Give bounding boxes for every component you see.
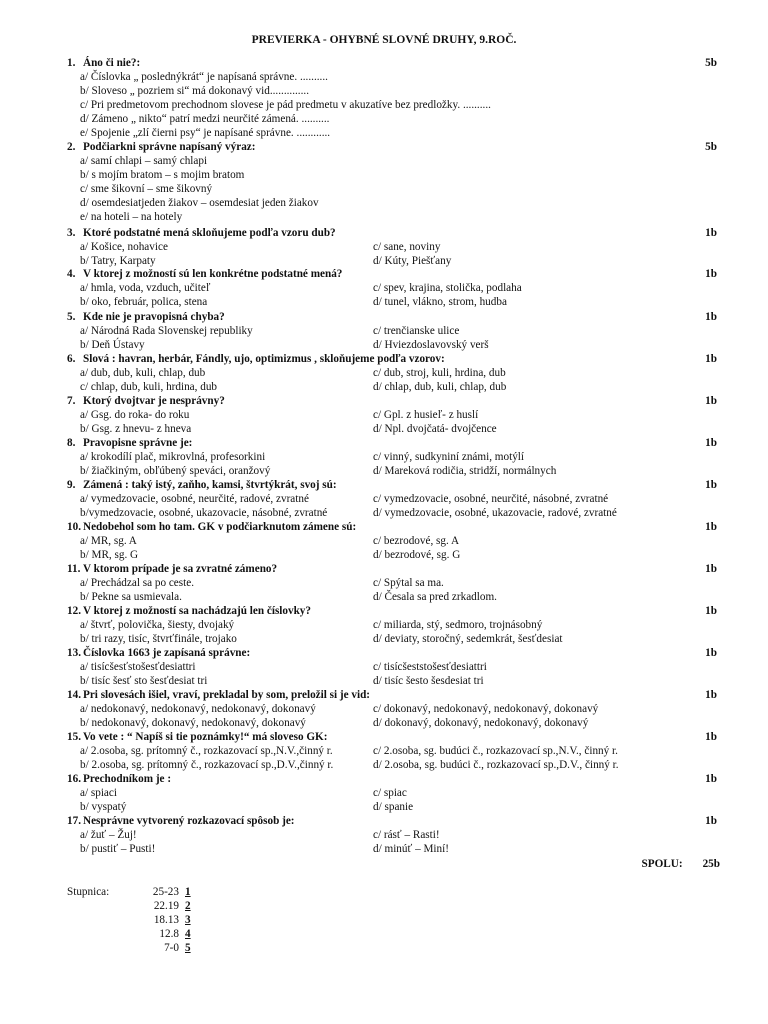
question-1 — [67, 57, 717, 140]
answer-option: d/ dokonavý, dokonavý, nedokonavý, dokonavý — [373, 716, 589, 729]
answer-item: a/ Číslovka „ poslednýkrát“ je napísaná správne. .......... — [80, 70, 328, 83]
scale-grade: 5 — [185, 941, 191, 954]
answer-options — [67, 577, 717, 605]
question-text: Nedobehol som ho tam. GK v podčiarknutom zámene sú: — [83, 521, 357, 533]
question-number: 15. — [67, 731, 81, 743]
answer-options — [67, 535, 717, 563]
question-8 — [67, 437, 717, 479]
question-text: Nesprávne vytvorený rozkazovací spôsob je: — [83, 815, 295, 827]
question-points: 1b — [705, 773, 717, 785]
answer-option: d/ spanie — [373, 800, 414, 813]
question-header — [67, 437, 717, 451]
answer-option: c/ tisícšeststošesťdesiattri — [373, 660, 487, 673]
question-9 — [67, 479, 717, 521]
question-points: 5b — [705, 57, 717, 69]
question-header — [67, 773, 717, 787]
question-header — [67, 605, 717, 619]
question-2 — [67, 141, 717, 224]
answer-options — [67, 451, 717, 479]
question-header — [67, 227, 717, 241]
question-header — [67, 731, 717, 745]
question-points: 1b — [705, 395, 717, 407]
scale-row — [67, 942, 191, 956]
answer-option: a/ Národná Rada Slovenskej republiky — [80, 324, 253, 337]
answer-options — [67, 661, 717, 689]
answer-options — [67, 241, 717, 269]
answer-option: c/ Spýtal sa ma. — [373, 576, 444, 589]
scale-grade: 2 — [185, 899, 191, 912]
answer-option: d/ Npl. dvojčatá- dvojčence — [373, 422, 497, 435]
scale-row — [67, 886, 191, 900]
answer-option: d/ vymedzovacie, osobné, ukazovacie, radové, zvratné — [373, 506, 617, 519]
answer-options — [67, 745, 717, 773]
question-text: Číslovka 1663 je zapísaná správne: — [83, 647, 251, 659]
question-text: Ktoré podstatné mená skloňujeme podľa vzoru dub? — [83, 227, 336, 239]
answer-option: a/ Prechádzal sa po ceste. — [80, 576, 194, 589]
question-text: Prechodníkom je : — [83, 773, 172, 785]
answer-option: a/ dub, dub, kuli, chlap, dub — [80, 366, 206, 379]
answer-option: a/ 2.osoba, sg. prítomný č., rozkazovací sp.,N.V.,činný r. — [80, 744, 333, 757]
scale-label: Stupnica: — [67, 886, 110, 898]
question-header — [67, 563, 717, 577]
total-score — [600, 858, 720, 872]
answer-option: c/ miliarda, stý, sedmoro, trojnásobný — [373, 618, 543, 631]
answer-option: b/ MR, sg. G — [80, 548, 139, 561]
answer-option: d/ chlap, dub, kuli, chlap, dub — [373, 380, 507, 393]
answer-option: a/ nedokonavý, nedokonavý, nedokonavý, dokonavý — [80, 702, 316, 715]
grading-scale — [67, 886, 191, 956]
answer-option: d/ Hviezdoslavovský verš — [373, 338, 489, 351]
question-header — [67, 479, 717, 493]
answer-options — [67, 703, 717, 731]
question-text: Ktorý dvojtvar je nesprávny? — [83, 395, 225, 407]
answer-option: c/ 2.osoba, sg. budúci č., rozkazovací sp.,N.V., činný r. — [373, 744, 618, 757]
answer-option: a/ MR, sg. A — [80, 534, 137, 547]
question-points: 1b — [705, 311, 717, 323]
scale-range: 25-23 — [152, 886, 179, 898]
answer-item: c/ sme šikovní – sme šikovný — [80, 182, 213, 195]
question-number: 11. — [67, 563, 81, 575]
question-number: 16. — [67, 773, 81, 785]
question-6 — [67, 353, 717, 395]
question-header — [67, 689, 717, 703]
answer-option: b/ Deň Ústavy — [80, 338, 145, 351]
answer-option: c/ dub, stroj, kuli, hrdina, dub — [373, 366, 506, 379]
answer-option: b/ pustiť – Pusti! — [80, 842, 156, 855]
question-5 — [67, 311, 717, 353]
question-header — [67, 647, 717, 661]
answer-item: e/ na hoteli – na hotely — [80, 210, 183, 223]
answer-option: b/ 2.osoba, sg. prítomný č., rozkazovací sp.,D.V.,činný r. — [80, 758, 334, 771]
scale-grade: 4 — [185, 927, 191, 940]
answer-option: d/ Kúty, Piešťany — [373, 254, 452, 267]
question-points: 1b — [705, 605, 717, 617]
question-points: 5b — [705, 141, 717, 153]
answer-option: a/ žuť – Žuj! — [80, 828, 137, 841]
answer-item: c/ Pri predmetovom prechodnom slovese je pád predmetu v akuzatíve bez predložky. .......... — [80, 98, 491, 111]
answer-options — [67, 493, 717, 521]
question-header — [67, 353, 717, 367]
scale-range: 7-0 — [164, 941, 179, 954]
scale-row — [67, 928, 191, 942]
question-10 — [67, 521, 717, 563]
question-number: 14. — [67, 689, 81, 701]
total-label: SPOLU: — [641, 858, 683, 870]
answer-option: b/ Gsg. z hnevu- z hneva — [80, 422, 192, 435]
question-16 — [67, 773, 717, 815]
answer-option: c/ sane, noviny — [373, 240, 441, 253]
answer-options — [67, 282, 717, 310]
answer-option: c/ trenčianske ulice — [373, 324, 460, 337]
scale-row — [67, 900, 191, 914]
question-text: Pri slovesách išiel, vraví, prekladal by som, preložil si je vid: — [83, 689, 371, 701]
answer-option: c/ dokonavý, nedokonavý, nedokonavý, dokonavý — [373, 702, 599, 715]
question-points: 1b — [705, 731, 717, 743]
question-text: V ktorej z možností sú len konkrétne podstatné mená? — [83, 268, 343, 280]
answer-item: b/ Sloveso „ pozriem si“ má dokonavý vid.............. — [80, 84, 309, 97]
answer-option: b/vymedzovacie, osobné, ukazovacie, násobné, zvratné — [80, 506, 328, 519]
answer-item: b/ s mojím bratom – s mojim bratom — [80, 168, 245, 181]
question-text: Pravopisne správne je: — [83, 437, 193, 449]
answer-option: d/ minúť – Miní! — [373, 842, 449, 855]
question-text: Slová : havran, herbár, Fándly, ujo, optimizmus , skloňujeme podľa vzorov: — [83, 353, 445, 365]
scale-grade: 3 — [185, 913, 191, 926]
question-text: Áno či nie?: — [83, 57, 141, 69]
answer-option: a/ štvrť, polovička, šiesty, dvojaký — [80, 618, 235, 631]
question-text: Vo vete : “ Napíš si tie poznámky!“ má sloveso GK: — [83, 731, 328, 743]
question-points: 1b — [705, 353, 717, 365]
question-number: 8. — [67, 437, 76, 449]
scale-label — [67, 942, 117, 956]
answer-option: a/ vymedzovacie, osobné, neurčité, radové, zvratné — [80, 492, 309, 505]
scale-range: 12.8 — [159, 927, 179, 940]
question-text: Zámená : taký istý, zaňho, kamsi, štvrtýkrát, svoj sú: — [83, 479, 337, 491]
answer-option: b/ žiačkiným, obľúbený speváci, oranžový — [80, 464, 271, 477]
question-7 — [67, 395, 717, 437]
question-number: 2. — [67, 141, 76, 153]
question-points: 1b — [705, 689, 717, 701]
question-4 — [67, 268, 717, 310]
question-number: 10. — [67, 521, 81, 533]
question-13 — [67, 647, 717, 689]
question-header — [67, 141, 717, 155]
question-text: V ktorej z možností sa nachádzajú len číslovky? — [83, 605, 311, 617]
answer-option: d/ deviaty, storočný, sedemkrát, šesťdesiat — [373, 632, 563, 645]
answer-option: c/ bezrodové, sg. A — [373, 534, 460, 547]
answer-option: c/ vymedzovacie, osobné, neurčité, násobné, zvratné — [373, 492, 609, 505]
question-number: 6. — [67, 353, 76, 365]
question-number: 13. — [67, 647, 81, 659]
answer-option: b/ oko, február, polica, stena — [80, 295, 208, 308]
question-header — [67, 311, 717, 325]
question-header — [67, 268, 717, 282]
scale-row — [67, 914, 191, 928]
question-number: 5. — [67, 311, 76, 323]
question-15 — [67, 731, 717, 773]
answer-option: d/ tisíc šesto šesdesiat tri — [373, 674, 484, 687]
question-points: 1b — [705, 647, 717, 659]
answer-option: c/ spiac — [373, 786, 407, 799]
answer-option: c/ rásť – Rasti! — [373, 828, 440, 841]
question-number: 9. — [67, 479, 76, 491]
answer-options — [67, 619, 717, 647]
answer-item: a/ samí chlapi – samý chlapi — [80, 154, 208, 167]
answer-option: d/ tunel, vlákno, strom, hudba — [373, 295, 507, 308]
answer-option: d/ Mareková rodičia, stridží, normálnych — [373, 464, 557, 477]
total-value: 25b — [702, 858, 720, 870]
answer-options — [67, 367, 717, 395]
question-number: 3. — [67, 227, 76, 239]
answer-item: d/ Zámeno „ nikto“ patrí medzi neurčité zámená. .......... — [80, 112, 330, 125]
question-points: 1b — [705, 268, 717, 280]
answer-option: d/ Česala sa pred zrkadlom. — [373, 590, 497, 603]
question-11 — [67, 563, 717, 605]
question-header — [67, 815, 717, 829]
scale-grade: 1 — [185, 886, 191, 898]
answer-option: b/ Pekne sa usmievala. — [80, 590, 182, 603]
answer-option: a/ spiaci — [80, 786, 117, 799]
answer-item: e/ Spojenie „zlí čierni psy“ je napísané správne. ............ — [80, 126, 331, 139]
answer-option: c/ spev, krajina, stolička, podlaha — [373, 281, 522, 294]
question-points: 1b — [705, 521, 717, 533]
question-14 — [67, 689, 717, 731]
question-points: 1b — [705, 227, 717, 239]
question-header — [67, 521, 717, 535]
question-points: 1b — [705, 437, 717, 449]
question-text: Kde nie je pravopisná chyba? — [83, 311, 225, 323]
question-number: 4. — [67, 268, 76, 280]
question-17 — [67, 815, 717, 857]
question-points: 1b — [705, 563, 717, 575]
scale-range: 22.19 — [153, 899, 179, 912]
question-header — [67, 395, 717, 409]
question-points: 1b — [705, 479, 717, 491]
question-number: 12. — [67, 605, 81, 617]
answer-item: d/ osemdesiatjeden žiakov – osemdesiat jeden žiakov — [80, 196, 319, 209]
scale-label — [67, 900, 117, 914]
question-points: 1b — [705, 815, 717, 827]
question-number: 17. — [67, 815, 81, 827]
scale-label — [67, 928, 117, 942]
answer-option: a/ tisícšesťstošesťdesiattri — [80, 660, 196, 673]
answer-options — [67, 829, 717, 857]
answer-option: d/ bezrodové, sg. G — [373, 548, 461, 561]
question-3 — [67, 227, 717, 269]
answer-option: b/ tisíc šesť sto šesťdesiat tri — [80, 674, 208, 687]
answer-options — [67, 787, 717, 815]
scale-range: 18.13 — [153, 913, 179, 926]
answer-option: c/ chlap, dub, kuli, hrdina, dub — [80, 380, 218, 393]
page-title: PREVIERKA - OHYBNÉ SLOVNÉ DRUHY, 9.ROČ. — [251, 34, 517, 46]
answer-option: a/ Gsg. do roka- do roku — [80, 408, 190, 421]
answer-option: b/ vyspatý — [80, 800, 127, 813]
answer-option: a/ hmla, voda, vzduch, učiteľ — [80, 281, 211, 294]
answer-option: b/ nedokonavý, dokonavý, nedokonavý, dokonavý — [80, 716, 306, 729]
answer-options — [67, 409, 717, 437]
answer-option: b/ Tatry, Karpaty — [80, 254, 156, 267]
answer-option: d/ 2.osoba, sg. budúci č., rozkazovací sp.,D.V., činný r. — [373, 758, 619, 771]
question-number: 7. — [67, 395, 76, 407]
scale-label — [67, 914, 117, 928]
question-12 — [67, 605, 717, 647]
question-text: Podčiarkni správne napísaný výraz: — [83, 141, 256, 153]
answer-option: a/ krokodílí plač, mikrovlná, profesorkini — [80, 450, 266, 463]
answer-option: c/ vinný, sudkyniní známi, motýlí — [373, 450, 525, 463]
question-header — [67, 57, 717, 71]
answer-option: b/ tri razy, tisíc, štvrťfinále, trojako — [80, 632, 237, 645]
answer-option: c/ Gpl. z husieľ- z huslí — [373, 408, 479, 421]
answer-options — [67, 325, 717, 353]
question-number: 1. — [67, 57, 76, 69]
answer-option: a/ Košice, nohavice — [80, 240, 168, 253]
question-text: V ktorom prípade je sa zvratné zámeno? — [83, 563, 278, 575]
